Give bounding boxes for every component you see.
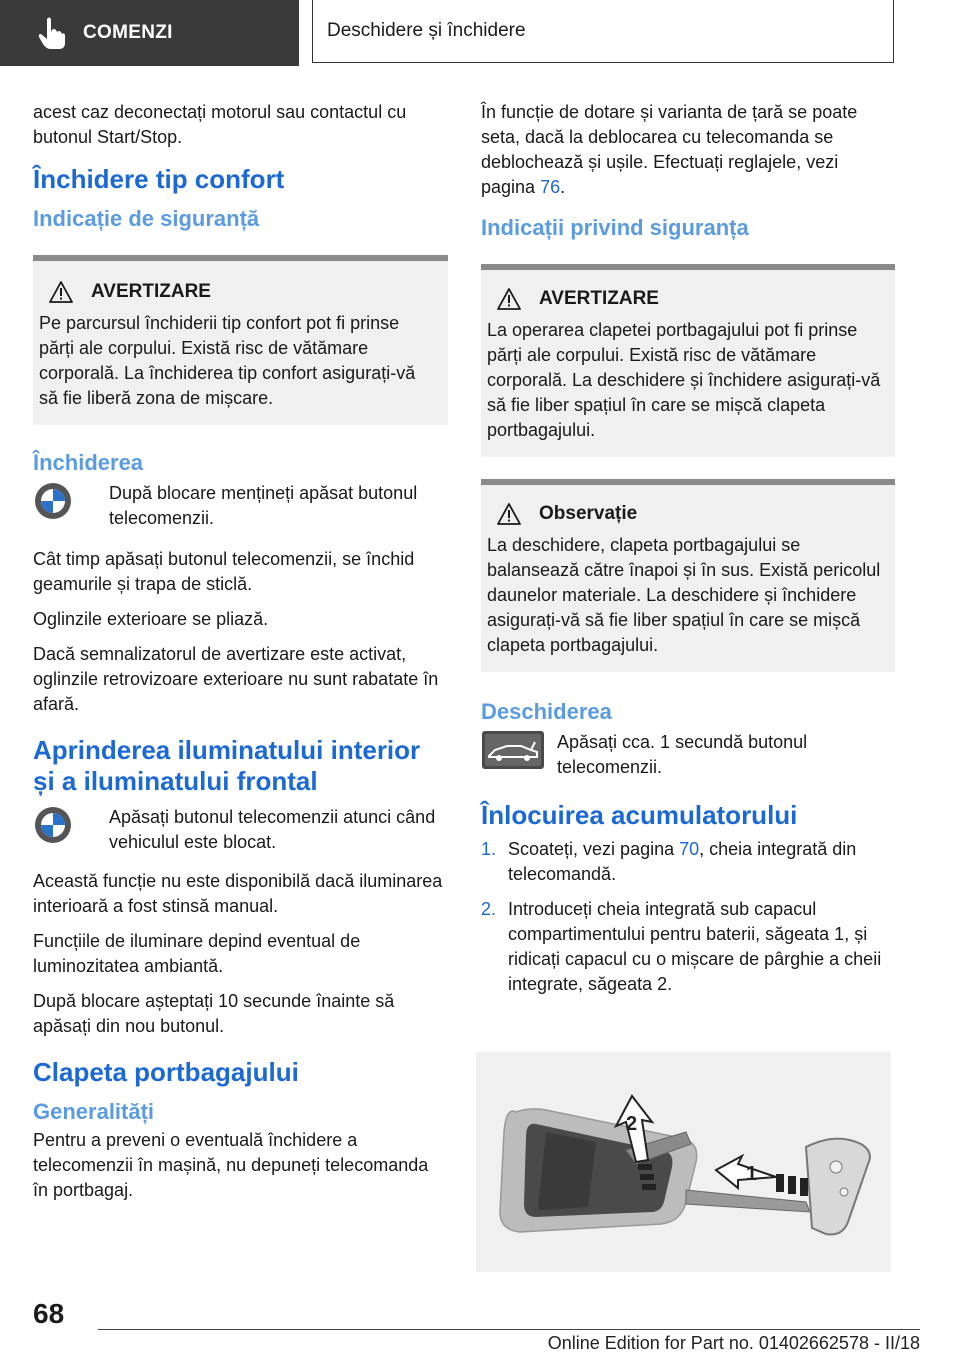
warning-text: Pe parcursul închiderii tip confort pot fi prinse părți ale corpului. Există risc de vătămare corporală. La închiderea tip confort asigurați-vă să fie liberă zona de mișcare. [39, 313, 416, 408]
chapter-tab-label: Deschidere și închidere [327, 20, 526, 41]
warning-triangle-icon [497, 288, 521, 310]
warning-triangle-icon [49, 281, 73, 303]
note-title-text: Observație [539, 503, 638, 524]
step-2: 2. Introduceți cheia integrată sub capacul compartimentului pentru baterii, săgeata 1, și ridicați capacul cu o mișcare de pârghie a cheii integrate, săgeata 2. [481, 897, 895, 997]
section-tab-label: COMENZI [83, 22, 173, 43]
heading-trunk-lid: Clapeta portbagajului [33, 1057, 299, 1087]
opening-instruction [481, 730, 895, 780]
section-tab[interactable] [0, 0, 299, 66]
warning-title [487, 288, 885, 310]
battery-steps [481, 837, 895, 997]
heading-battery-replacement: Înlocuirea acumulatorului [481, 800, 798, 830]
warning-text: La operarea clapetei portbagajului pot fi prinse părți ale corpului. Există risc de vătămare corporală. La deschidere și închidere asigurați-vă să fie liber spațiul în care se mișcă clapeta portbagajului. [487, 320, 881, 440]
step-number: 2. [481, 899, 497, 919]
page-link-76[interactable]: 76 [540, 177, 561, 197]
intro-text: acest caz deconectați motorul sau contactul cu butonul Start/Stop. [33, 102, 407, 147]
chapter-tab[interactable] [312, 0, 894, 63]
page-link-70[interactable]: 70 [679, 839, 700, 859]
closing-icon-text: După blocare mențineți apăsat butonul telecomenzii. [109, 483, 418, 528]
heading-comfort-closing: Închidere tip confort [33, 164, 285, 194]
bmw-key-icon [33, 805, 73, 845]
lighting-paragraph-2: Funcțiile de iluminare depind eventual de luminozitatea ambiantă. [33, 931, 361, 976]
closing-paragraph-2: Oglinzile exterioare se pliază. [33, 609, 269, 629]
right-column [481, 100, 895, 1007]
page-number: 68 [33, 1298, 65, 1329]
edition-footer: Online Edition for Part no. 01402662578 - II/18 [547, 1333, 920, 1353]
bmw-key-icon [33, 481, 73, 521]
heading-opening: Deschiderea [481, 699, 612, 724]
footer-divider [98, 1329, 920, 1330]
closing-instruction [33, 481, 448, 531]
arrow-1 [716, 1156, 808, 1196]
svg-text:1: 1 [746, 1163, 758, 1185]
closing-paragraph-3: Dacă semnalizatorul de avertizare este activat, oglinzile retrovizoare exterioare nu sunt rabatate în afară. [33, 644, 439, 714]
heading-safety-notes: Indicații privind siguranța [481, 215, 749, 240]
closing-paragraph-1: Cât timp apăsați butonul telecomenzii, se închid geamurile și trapa de sticlă. [33, 549, 415, 594]
trunk-button-icon [481, 730, 545, 770]
general-paragraph: Pentru a preveni o eventuală închidere a telecomenzii în mașină, nu depuneți telecomanda în portbagaj. [33, 1130, 429, 1200]
warning-box [481, 264, 895, 457]
warning-triangle-icon [497, 503, 521, 525]
lighting-icon-text: Apăsați butonul telecomenzii atunci când vehiculul este blocat. [109, 807, 436, 852]
warning-title [39, 281, 438, 303]
svg-text:2: 2 [626, 1113, 638, 1135]
lighting-instruction [33, 805, 448, 855]
heading-general: Generalități [33, 1099, 155, 1124]
warning-title-text: AVERTIZARE [539, 288, 659, 309]
right-intro: În funcție de dotare și varianta de țară se poate seta, dacă la deblocarea cu telecomanda se deblochează și ușile. Efectuați reglajele, vezi pagina 76. [481, 102, 858, 197]
heading-lighting: Aprinderea iluminatului interior și a iluminatului frontal [33, 735, 421, 796]
remote-key-illustration [476, 1052, 891, 1272]
note-text: La deschidere, clapeta portbagajului se balansează către înapoi și în sus. Există pericolul daunelor materiale. La deschidere și închidere asigurați-vă să fie liber spațiul în care se mișcă clapeta portbagajului. [487, 535, 881, 655]
warning-box [33, 255, 448, 425]
warning-title-text: AVERTIZARE [91, 281, 211, 302]
step-1: 1. Scoateți, vezi pagina 70, cheia integrată din telecomandă. [481, 837, 895, 887]
heading-safety-note: Indicație de siguranță [33, 206, 260, 231]
key-battery-figure [476, 1052, 891, 1272]
left-column [33, 100, 448, 1213]
heading-closing: Închiderea [33, 450, 144, 475]
step-number: 1. [481, 839, 497, 859]
note-title [487, 503, 885, 525]
lighting-paragraph-3: După blocare așteptați 10 secunde înainte să apăsați din nou butonul. [33, 991, 395, 1036]
lighting-paragraph-1: Această funcție nu este disponibilă dacă iluminarea interioară a fost stinsă manual. [33, 871, 443, 916]
opening-icon-text: Apăsați cca. 1 secundă butonul telecomenzii. [557, 732, 808, 777]
note-box [481, 479, 895, 672]
hand-icon [33, 13, 73, 53]
